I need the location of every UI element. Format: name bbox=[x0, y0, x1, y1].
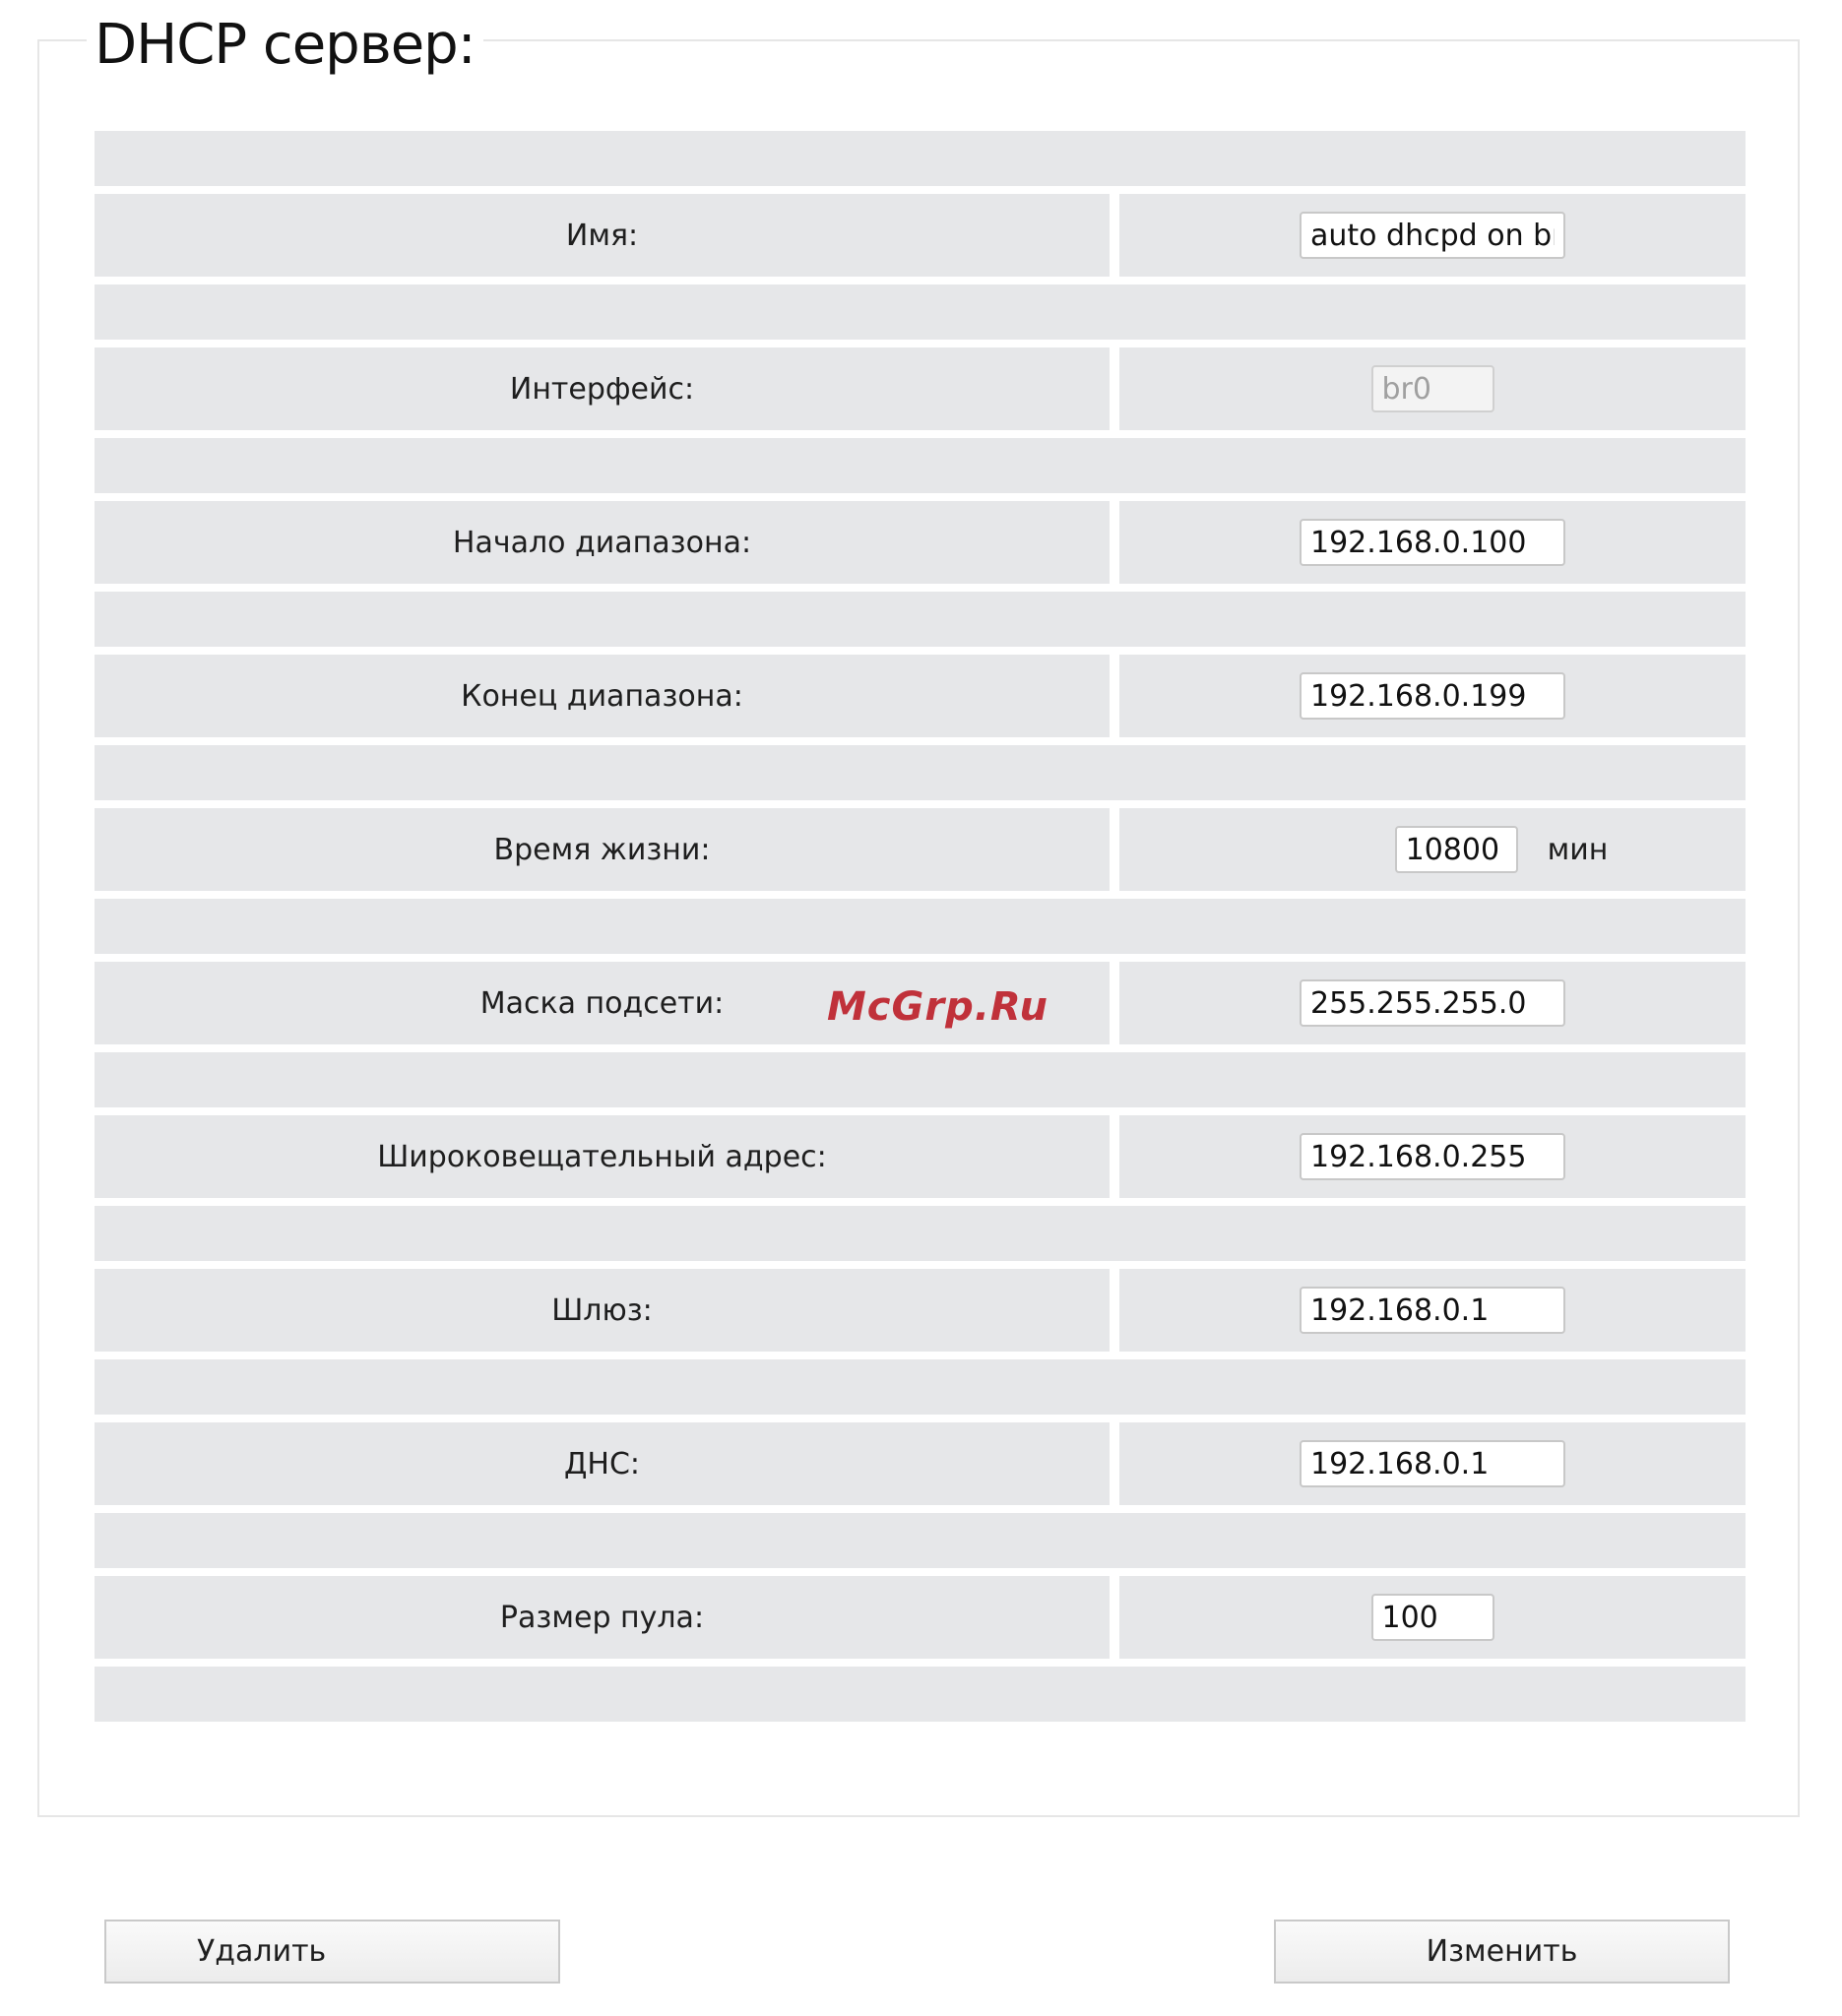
lease-time-input[interactable] bbox=[1395, 826, 1518, 873]
name-value-cell bbox=[1119, 194, 1746, 277]
row-spacer bbox=[95, 899, 1746, 954]
broadcast-input[interactable] bbox=[1300, 1133, 1565, 1180]
range-start-label: Начало диапазона: bbox=[95, 501, 1110, 584]
broadcast-value-cell bbox=[1119, 1115, 1746, 1198]
broadcast-label: Широковещательный адрес: bbox=[95, 1115, 1110, 1198]
row-spacer bbox=[95, 592, 1746, 647]
row-spacer bbox=[95, 745, 1746, 800]
gateway-label: Шлюз: bbox=[95, 1269, 1110, 1352]
dns-label: ДНС: bbox=[95, 1422, 1110, 1505]
row-dns bbox=[95, 1422, 1746, 1505]
delete-button[interactable]: Удалить bbox=[104, 1920, 560, 1984]
dhcp-form-table bbox=[95, 131, 1746, 1730]
row-spacer bbox=[95, 1513, 1746, 1568]
row-spacer bbox=[95, 438, 1746, 493]
row-range-end bbox=[95, 655, 1746, 737]
lease-time-value-cell bbox=[1119, 808, 1746, 891]
range-end-input[interactable] bbox=[1300, 672, 1565, 720]
lease-time-unit: мин bbox=[1547, 832, 1609, 867]
row-spacer bbox=[95, 1206, 1746, 1261]
subnet-mask-label: Маска подсети: bbox=[95, 962, 1110, 1044]
watermark: McGrp.Ru bbox=[827, 984, 1048, 1030]
pool-size-input[interactable] bbox=[1371, 1594, 1494, 1641]
subnet-mask-input[interactable] bbox=[1300, 979, 1565, 1027]
subnet-mask-value-cell bbox=[1119, 962, 1746, 1044]
interface-label: Интерфейс: bbox=[95, 347, 1110, 430]
row-broadcast bbox=[95, 1115, 1746, 1198]
range-end-value-cell bbox=[1119, 655, 1746, 737]
row-spacer bbox=[95, 1667, 1746, 1722]
row-lease-time bbox=[95, 808, 1746, 891]
name-label: Имя: bbox=[95, 194, 1110, 277]
pool-size-label: Размер пула: bbox=[95, 1576, 1110, 1659]
pool-size-value-cell bbox=[1119, 1576, 1746, 1659]
lease-time-label: Время жизни: bbox=[95, 808, 1110, 891]
row-spacer bbox=[95, 1052, 1746, 1107]
gateway-value-cell bbox=[1119, 1269, 1746, 1352]
row-spacer bbox=[95, 284, 1746, 340]
row-interface bbox=[95, 347, 1746, 430]
range-end-label: Конец диапазона: bbox=[95, 655, 1110, 737]
interface-value-cell bbox=[1119, 347, 1746, 430]
row-name bbox=[95, 194, 1746, 277]
dns-input[interactable] bbox=[1300, 1440, 1565, 1487]
row-pool-size bbox=[95, 1576, 1746, 1659]
dns-value-cell bbox=[1119, 1422, 1746, 1505]
name-input[interactable] bbox=[1300, 212, 1565, 259]
lease-time-wrap bbox=[1395, 826, 1609, 873]
range-start-input[interactable] bbox=[1300, 519, 1565, 566]
change-button[interactable]: Изменить bbox=[1274, 1920, 1730, 1984]
row-range-start bbox=[95, 501, 1746, 584]
gateway-input[interactable] bbox=[1300, 1287, 1565, 1334]
row-spacer bbox=[95, 1359, 1746, 1415]
interface-input bbox=[1371, 365, 1494, 412]
range-start-value-cell bbox=[1119, 501, 1746, 584]
section-title: DHCP сервер: bbox=[87, 8, 483, 83]
row-gateway bbox=[95, 1269, 1746, 1352]
row-spacer bbox=[95, 131, 1746, 186]
